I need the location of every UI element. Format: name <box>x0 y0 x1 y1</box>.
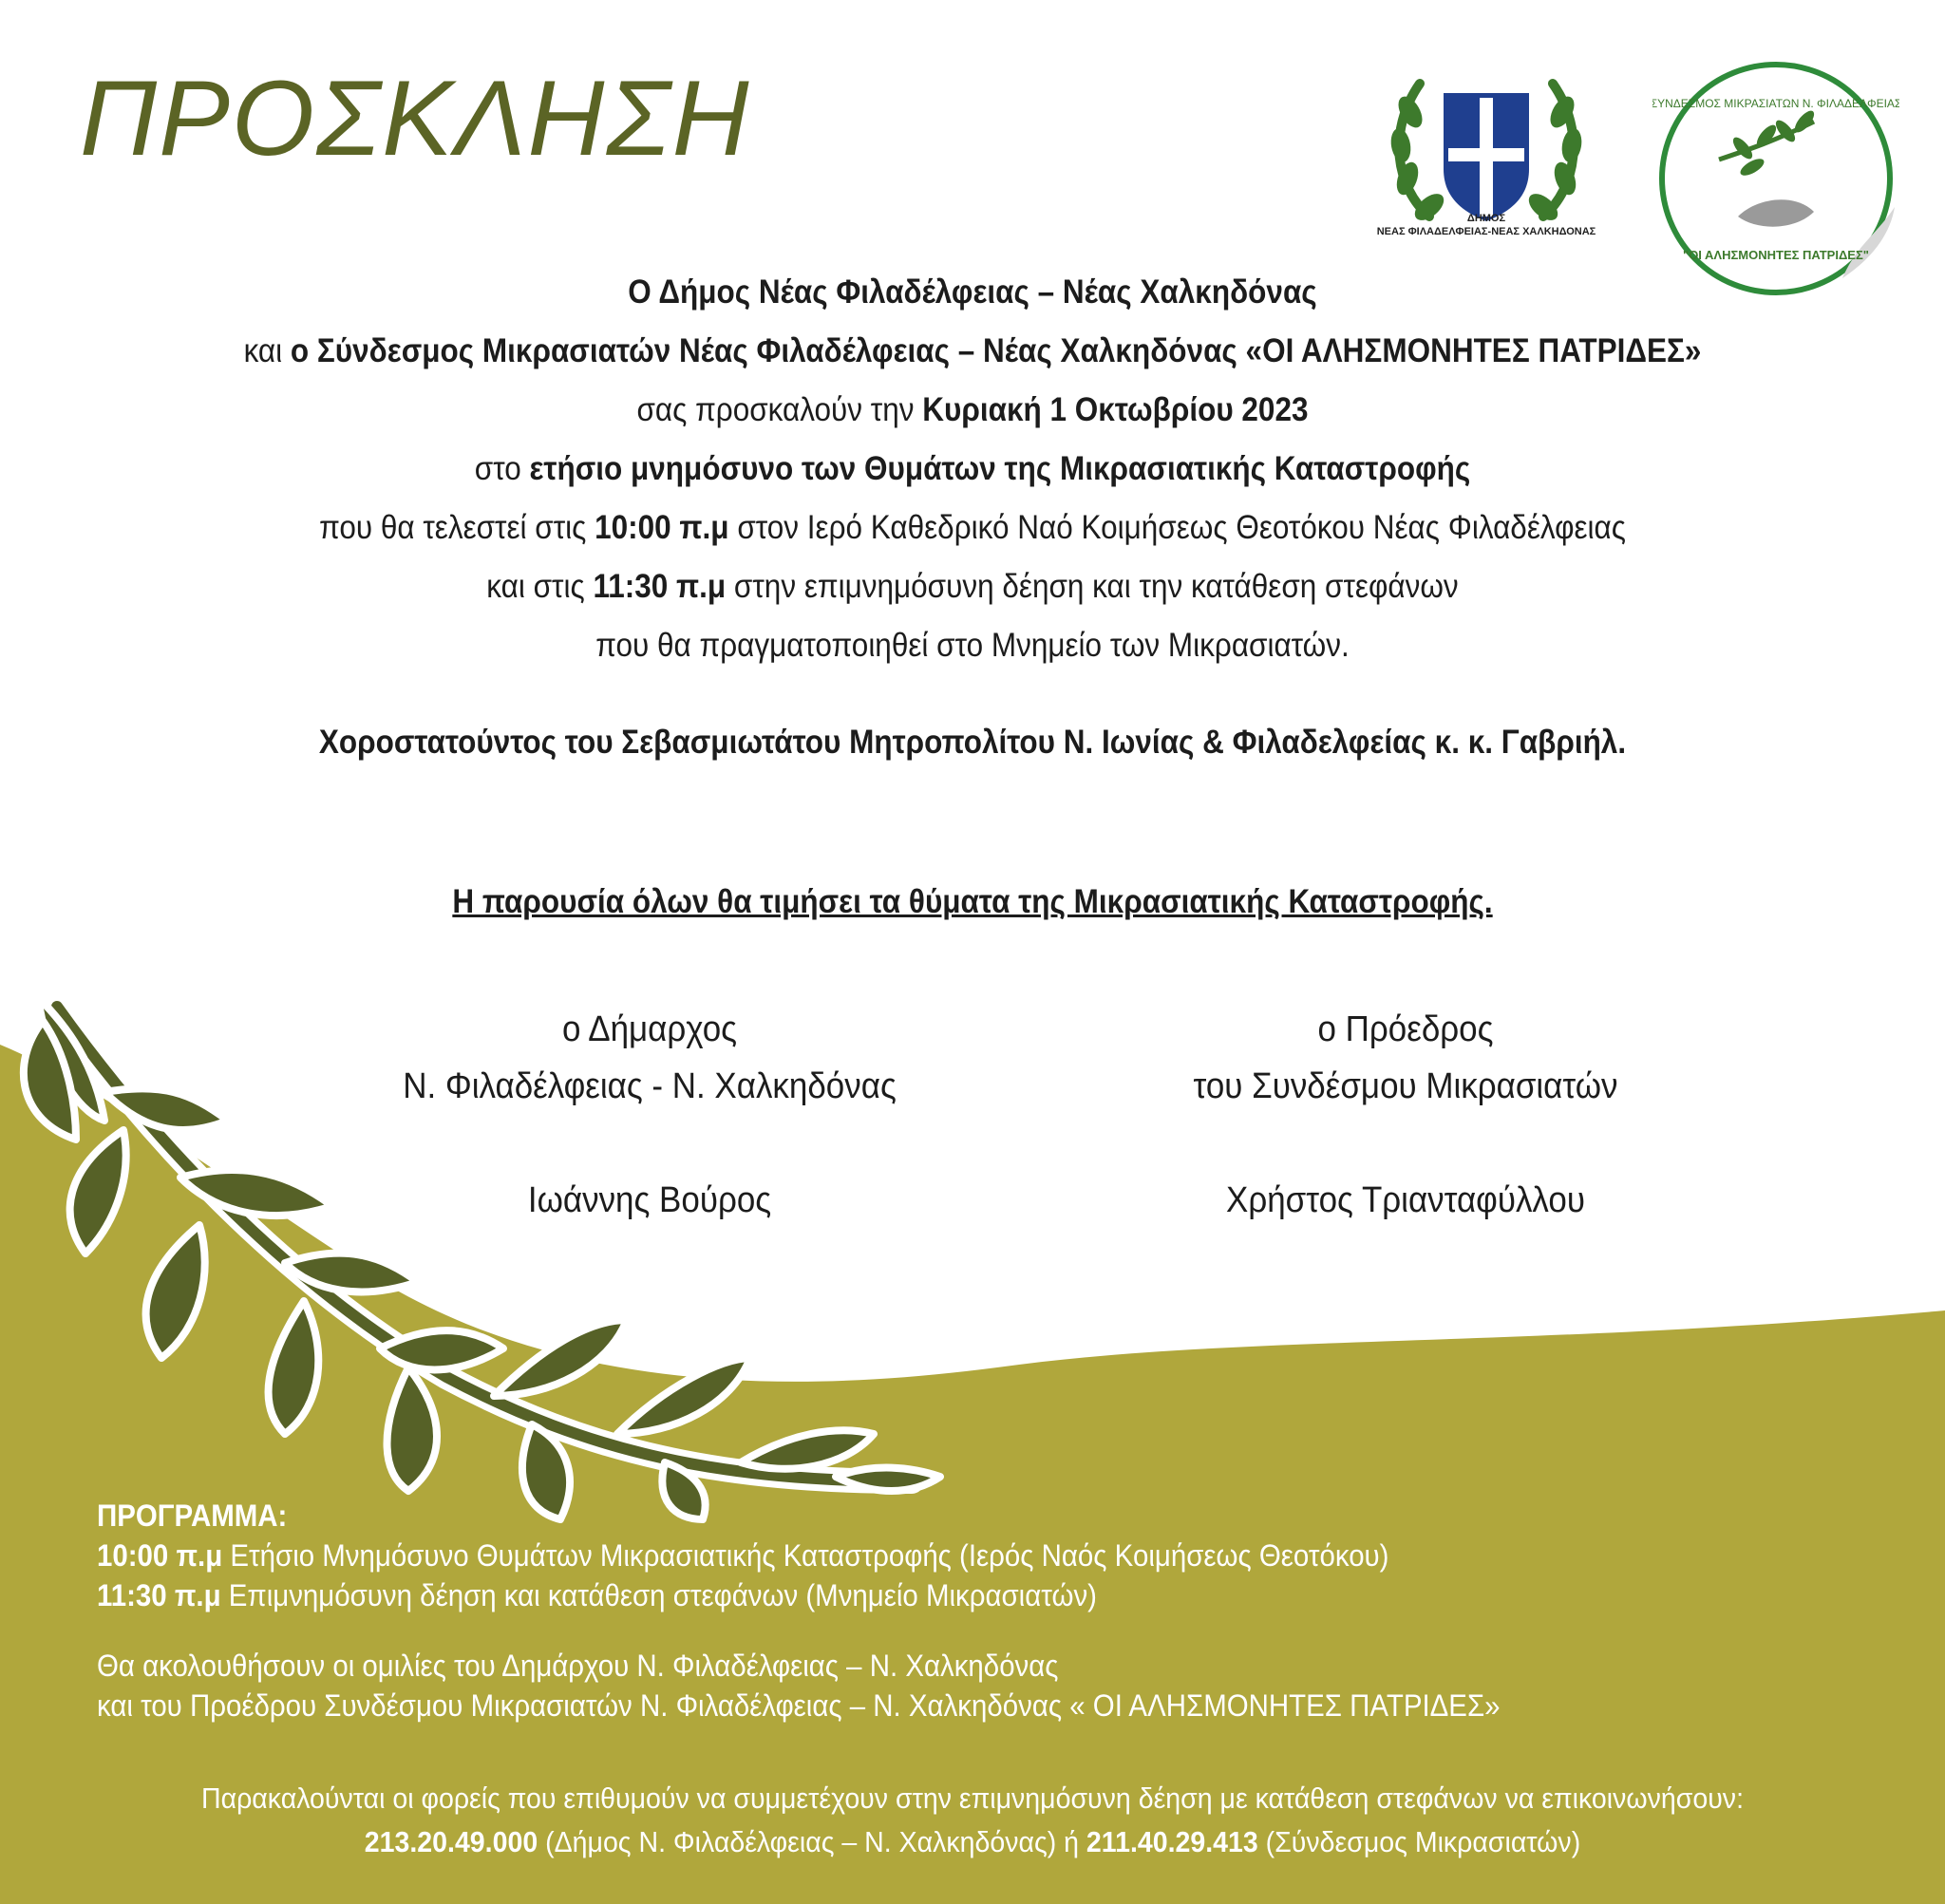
invitation-line-7: που θα πραγματοποιηθεί στο Μνημείο των Μικρασιατών. <box>595 627 1350 664</box>
metropolitan-line: Χοροστατούντος του Σεβασμιωτάτου Μητροπολίτου Ν. Ιωνίας & Φιλαδελφείας κ. κ. Γαβριήλ. <box>318 724 1627 761</box>
programme-item-2: 11:30 π.μ Επιμνημόσυνη δέηση και κατάθεση στεφάνων (Μνημείο Μικρασιατών) <box>97 1578 1097 1612</box>
association-logo <box>1652 55 1899 302</box>
attendance-note: Η παρουσία όλων θα τιμήσει τα θύματα της Μικρασιατικής Καταστροφής. <box>452 883 1493 920</box>
invitation-line-3: σας προσκαλούν την Κυριακή 1 Οκτωβρίου 2023 <box>636 391 1309 428</box>
mayor-name: Ιωάννης Βούρος <box>527 1180 772 1220</box>
invitation-line-5: που θα τελεστεί στις 10:00 π.μ στον Ιερό Καθεδρικό Ναό Κοιμήσεως Θεοτόκου Νέας Φιλαδέλφειας <box>319 509 1626 546</box>
invitation-line-6: και στις 11:30 π.μ στην επιμνημόσυνη δέηση και την κατάθεση στεφάνων <box>486 568 1459 605</box>
president-name: Χρήστος Τριανταφύλλου <box>1226 1180 1585 1220</box>
president-role: ο Πρόεδρος <box>1317 1009 1494 1049</box>
programme-heading: ΠΡΟΓΡΑΜΜΑ: <box>97 1499 288 1533</box>
invitation-line-4: στο ετήσιο μνημόσυνο των Θυμάτων της Μικρασιατικής Καταστροφής <box>474 450 1471 487</box>
mayor-role: ο Δήμαρχος <box>562 1009 737 1049</box>
association-ring-bottom: "ΟΙ ΑΛΗΣΜΟΝΗΤΕΣ ΠΑΤΡΙΔΕΣ" <box>1683 248 1869 262</box>
page-title: ΠΡΟΣΚΛΗΣΗ <box>80 59 751 178</box>
phone-association: 211.40.29.413 <box>1086 1825 1258 1858</box>
president-org: του Συνδέσμου Μικρασιατών <box>1193 1066 1618 1106</box>
speeches-line-2: και του Προέδρου Συνδέσμου Μικρασιατών Ν. Φιλαδέλφειας – Ν. Χαλκηδόνας « ΟΙ ΑΛΗΣΜΟΝΗΤΕΣ ΠΑΤΡΙΔΕΣ» <box>97 1688 1501 1723</box>
signature-mayor <box>387 1001 912 1229</box>
programme-item-1: 10:00 π.μ Ετήσιο Μνημόσυνο Θυμάτων Μικρασιατικής Καταστροφής (Ιερός Ναός Κοιμήσεως Θεοτόκου) <box>97 1538 1389 1573</box>
signature-president <box>1143 1001 1668 1229</box>
phone-municipality: 213.20.49.000 <box>364 1825 538 1858</box>
contact-request: Παρακαλούνται οι φορείς που επιθυμούν να συμμετέχουν στην επιμνημόσυνη δέηση με κατάθεση στεφάνων να επικοινωνήσουν: <box>200 1781 1745 1815</box>
municipality-caption-1: ΔΗΜΟΣ <box>1466 213 1506 224</box>
association-ring-top: ΣΥΝΔΕΣΜΟΣ ΜΙΚΡΑΣΙΑΤΩΝ Ν. ΦΙΛΑΔΕΛΦΕΙΑΣ <box>1652 97 1899 110</box>
invitation-line-2: και ο Σύνδεσμος Μικρασιατών Νέας Φιλαδέλφειας – Νέας Χαλκηδόνας «ΟΙ ΑΛΗΣΜΟΝΗΤΕΣ ΠΑΤΡΙΔΕΣ» <box>243 332 1702 369</box>
municipality-caption-2: ΝΕΑΣ ΦΙΛΑΔΕΛΦΕΙΑΣ-ΝΕΑΣ ΧΑΛΚΗΔΟΝΑΣ <box>1376 226 1596 237</box>
contact-phones: 213.20.49.000 (Δήμος Ν. Φιλαδέλφειας – Ν. Χαλκηδόνας) ή 211.40.29.413 (Σύνδεσμος Μικρασιατών) <box>364 1825 1581 1858</box>
speeches-line-1: Θα ακολουθήσουν οι ομιλίες του Δημάρχου Ν. Φιλαδέλφειας – Ν. Χαλκηδόνας <box>97 1649 1059 1683</box>
olive-sticker-icon <box>1652 55 1899 302</box>
municipality-logo <box>1358 55 1615 245</box>
mayor-org: Ν. Φιλαδέλφειας - Ν. Χαλκηδόνας <box>403 1066 897 1106</box>
invitation-line-1: Ο Δήμος Νέας Φιλαδέλφειας – Νέας Χαλκηδόνας <box>628 273 1317 311</box>
